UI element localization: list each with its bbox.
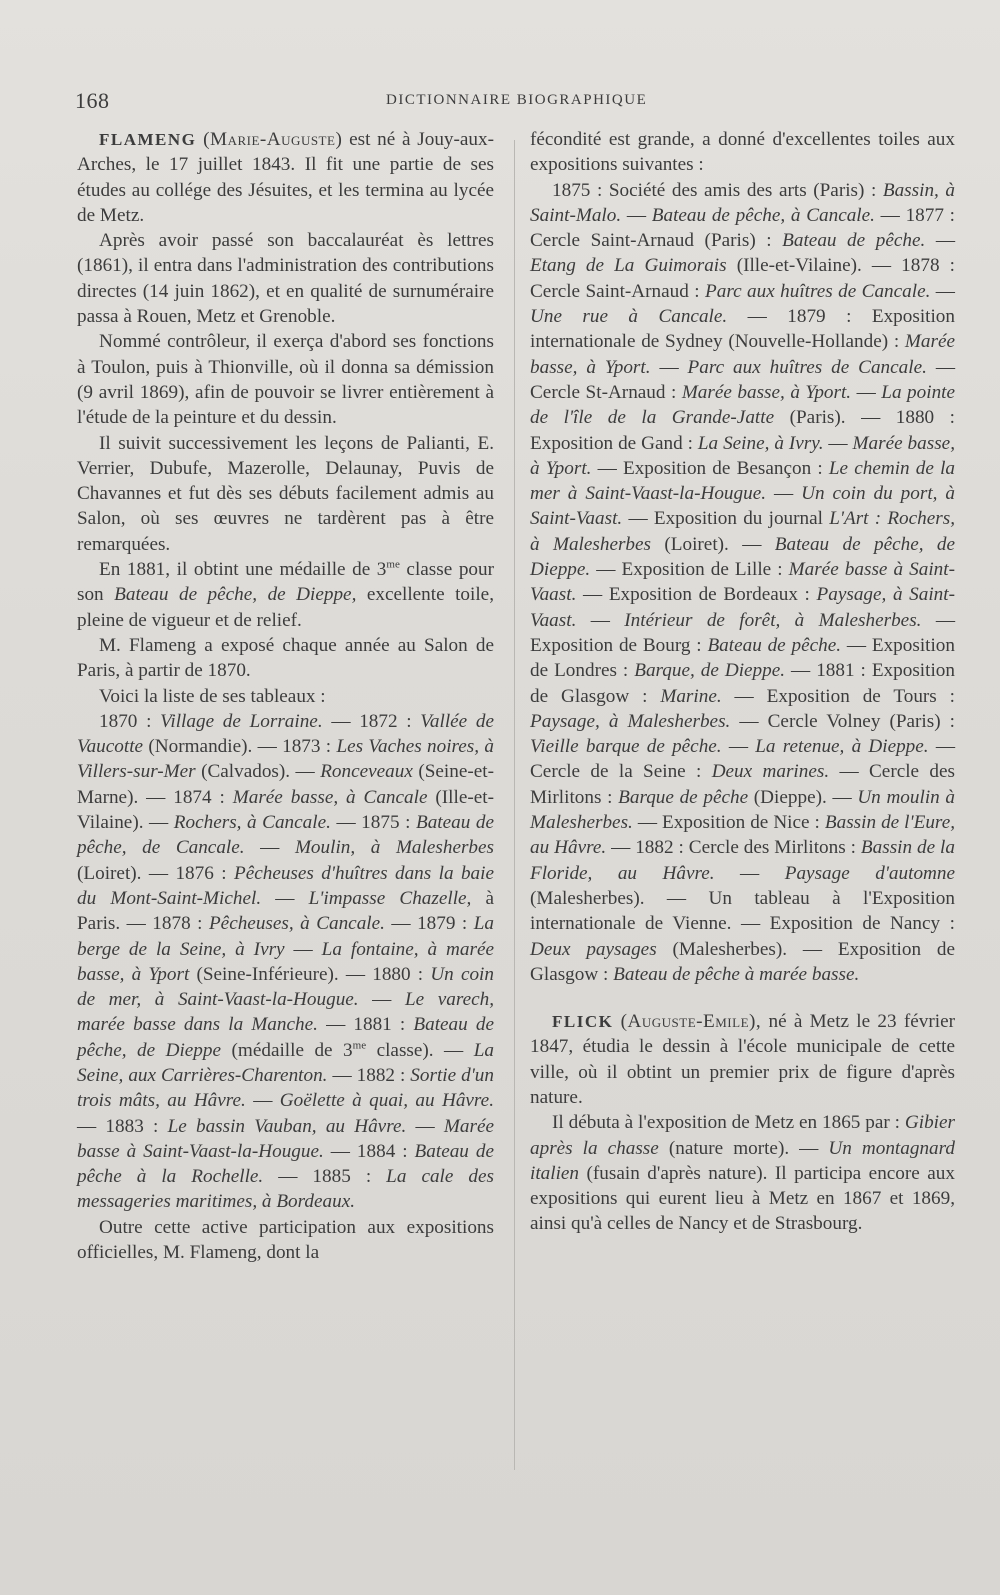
text-run: — 1875 : [330,812,416,834]
text-run: (Malesherbes). — Exposition de Glasgow : [530,938,956,985]
text-run: (Ille-et-Vilaine). — 1878 : Cercle Saint-Arnaud : [530,255,955,302]
work-title: Goëlette à quai, au Hâvre. [279,1090,494,1112]
work-title: Les Vaches noires, à Villers-sur-Mer [77,736,494,783]
work-title: Un coin du port, à Saint-Vaast. [530,483,956,530]
work-title: Marée basse à Saint-Vaast. [530,559,955,606]
text-run: — 1882 : [327,1064,411,1086]
text-run: (nature morte). — [658,1137,829,1159]
text-run: — 1877 : Cercle Saint-Arnaud (Paris) : [530,204,955,252]
text-run: (Dieppe). — [748,786,858,808]
work-title: Gibier après la chasse [530,1112,955,1159]
entry-given-names-flick: (Auguste-Emile), [620,1011,762,1033]
work-title: Marée basse, à Yport. [530,432,955,479]
flameng-paragraph-3: Nommé contrôleur, il exerça d'abord ses fonctions à Toulon, puis à Thionville, où il donna sa démission (9 avril 1869), afin de pouvoir se livrer entièrement à l'étude de la peinture et du dessin. [77,331,494,429]
left-column [77,127,494,1265]
work-title: Paysage d'automne [784,862,956,884]
text-run: (Normandie). — 1873 : [143,736,337,758]
text-run: — [358,989,405,1011]
text-run: — Exposition de Besançon : [591,457,829,479]
text-run: classe). — [366,1039,474,1061]
work-title: La retenue, à Dieppe. [755,736,929,758]
text-run: — Exposition de Tours : [721,685,956,707]
work-title: Une rue à Cancale. [530,306,728,328]
work-title: Le bassin Vauban, au Hâvre. [167,1115,407,1137]
text-run: 1870 : [99,710,161,732]
work-title: Pêcheuses, à Cancale. [208,913,385,935]
flick-paragraph-2 [530,1110,955,1236]
flameng-exhibitions-list [530,178,955,988]
work-title: Intérieur de forêt, à Malesherbes. [624,609,922,631]
p5-work-title: Bateau de pêche, de Dieppe, [114,584,357,606]
text-run: — [284,938,322,960]
flameng-paragraph-5 [77,557,494,633]
text-run: — [245,1090,280,1112]
work-title: Ronceveaux [320,761,413,783]
p5-text-a: En 1881, il obtint une médaille de 3 [99,559,387,581]
text-run: (Seine-et-Marne). — 1874 : [77,761,494,808]
text-run: (Calvados). — [195,761,321,783]
text-run: — [823,432,853,454]
entry-given-names-flameng: (Marie-Auguste) [203,129,343,150]
work-title: Village de Lorraine. [160,710,323,732]
text-run: — Cercle Volney (Paris) : [730,710,955,732]
work-title: Barque de pêche [618,786,749,808]
work-title: Marée basse, à Cancale [232,786,428,808]
text-run: — 1884 : [323,1140,415,1162]
text-run: (fusain d'après nature). Il participa encore aux expositions qui eurent lieu à Metz en 1867 et 1869, ainsi qu'à celles de Nancy et de Strasbourg. [530,1162,955,1235]
work-title: Deux marines. [711,761,830,783]
superscript: me [352,1039,367,1052]
work-title: Marée basse à Saint-Vaast-la-Hougue. [77,1115,494,1162]
text-run: — [650,356,688,378]
text-run: — 1881 : [317,1014,414,1036]
page-number: 168 [75,88,110,113]
text-run: — [851,381,882,403]
right-column [530,127,955,1237]
flameng-paragraph-2: Après avoir passé son baccalauréat ès lettres (1861), il entra dans l'administration des contributions directes (14 juin 1862), et en qualité de surnuméraire passa à Rouen, Metz et Grenoble. [77,230,494,328]
work-title: Barque, de Dieppe. [634,660,786,682]
work-title: Marée basse, à Yport. [530,331,955,378]
text-run: (Loiret). — 1876 : [77,862,234,884]
work-title: Un moulin à Malesherbes. [530,786,956,834]
work-title: Paysage, à Saint-Vaast. [530,584,955,631]
flameng-works-list [77,709,494,1215]
text-run: fécondité est grande, a donné d'excellentes toiles aux expositions suivantes : [530,129,955,176]
text-run: — 1879 : [384,913,474,935]
text-run: — Exposition de Bourg : [530,609,956,656]
text-run: — [244,837,295,859]
text-run: — 1881 : Exposition de Glasgow : [530,660,955,707]
work-title: Un montagnard italien [530,1137,955,1184]
work-title: Pêcheuses d'huîtres dans la baie du Mont-Saint-Michel. [77,862,494,909]
work-title: Bateau de pêche. [782,230,926,252]
work-title: Un coin de mer, à Saint-Vaast-la-Hougue. [77,963,494,1011]
work-title: Paysage, à Malesherbes. [530,710,731,732]
text-run: (Malesherbes). — Un tableau à l'Exposition internationale de Vienne. — Exposition de Nancy : [530,887,955,935]
work-title: La pointe de l'île de la Grande-Jatte [530,381,956,429]
text-run: — [721,736,756,758]
p5-text-c: excellente toile, pleine de vigueur et de relief. [77,584,494,631]
work-title: Deux paysages [530,938,657,960]
work-title: L'impasse Chazelle, [308,887,472,909]
work-title: Bassin de l'Eure, au Hâvre. [530,812,956,859]
work-title: Bateau de pêche. [707,634,842,656]
flameng-paragraph-1: est né à Jouy-aux-Arches, le 17 juillet 1843. Il fit une partie de ses études au collége des Jésuites, et les termina au lycée de Metz. [77,129,494,226]
work-title: Etang de La Guimorais [530,255,727,277]
text-run: — Cercle des Mirlitons : [530,761,955,808]
text-run: — 1882 : Cercle des Mirlitons : [606,837,861,859]
text-run: — [714,862,785,884]
text-run: — Cercle St-Arnaud : [530,356,955,403]
text-run: (Seine-Inférieure). — 1880 : [189,963,431,985]
work-title: Bateau de pêche, de Dieppe. [530,533,955,581]
text-run: — Exposition de Bordeaux : [576,584,817,606]
text-run: — Cercle de la Seine : [530,736,956,783]
work-title: Bassin, à Saint-Malo. [530,179,955,226]
p5-superscript: me [386,558,400,571]
text-run: — Exposition de Lille : [590,559,789,581]
work-title: Rochers, à Cancale. [173,812,331,834]
work-title: Bateau de pêche à la Rochelle. [77,1140,494,1188]
work-title: Bassin de la Floride, au Hâvre. [530,837,955,884]
work-title: Parc aux huîtres de Cancale. [687,356,927,378]
work-title: Bateau de pêche, de Dieppe [77,1014,494,1061]
text-run: — 1872 : [322,710,421,732]
work-title: La Seine, aux Carrières-Charenton. [77,1039,494,1086]
work-title: Sortie d'un trois mâts, au Hâvre. [77,1064,494,1112]
work-title: La berge de la Seine, à Ivry [77,913,494,960]
running-title: DICTIONNAIRE BIOGRAPHIQUE [386,92,648,108]
entry-name-flameng: FLAMENG [99,130,197,149]
work-title: L'Art : Rochers, à Malesherbes [530,508,955,555]
entry-flameng-intro [77,127,494,228]
entry-flick-intro [530,1009,955,1110]
p5-text-b: classe pour son [77,559,494,606]
flameng-paragraph-4: Il suivit successivement les leçons de Palianti, E. Verrier, Dubufe, Mazerolle, Delaunay, Puvis de Chavannes et fut dès ses débuts facilement admis au Salon, où ses œuvres ne tardèrent pas à être remarquées. [77,432,494,555]
flameng-paragraph-7: Voici la liste de ses tableaux : [99,685,326,707]
work-title: Parc aux huîtres de Cancale. [705,280,931,302]
work-title: La cale des messageries maritimes, à Bordeaux. [77,1166,494,1213]
flick-paragraph-1: né à Metz le 23 février 1847, étudia le dessin à l'école municipale de cette ville, où il obtint un premier prix de figure d'après nature. [530,1011,955,1108]
text-run: à Paris. — 1878 : [77,887,495,935]
work-title: Vallée de Vaucotte [77,710,494,758]
text-run: (Paris). — 1880 : Exposition de Gand : [530,407,955,454]
work-title: Bateau de pêche à marée basse. [613,963,860,985]
work-title: Marée basse, à Yport. [681,381,852,403]
text-run: (médaille de 3 [221,1039,353,1061]
work-title: Bateau de pêche, de Cancale. [77,812,494,859]
text-run: — [925,230,956,252]
text-run: — 1879 : Exposition internationale de Sydney (Nouvelle-Hollande) : [530,306,955,353]
entry-name-flick: FLICK [552,1012,614,1032]
text-run: 1875 : Société des amis des arts (Paris) : [552,179,883,201]
flameng-paragraph-9: Outre cette active participation aux expositions officielles, M. Flameng, dont la [77,1216,494,1264]
work-title: La fontaine, à marée basse, à Yport [77,938,495,985]
text-run: Il débuta à l'exposition de Metz en 1865 par : [552,1112,905,1134]
text-run: — [261,887,309,909]
text-run: — [406,1115,444,1137]
work-title: Le chemin de la mer à Saint-Vaast-la-Hougue. [530,457,955,505]
work-title: Bateau de pêche, à Cancale. [651,204,875,226]
text-run: — [576,609,625,631]
text-run: — Exposition du journal [622,508,830,530]
text-run: (Ille-et-Vilaine). — [77,786,494,834]
text-run: — [621,204,652,226]
text-run: — 1883 : [77,1115,168,1137]
work-title: Vieille barque de pêche. [530,736,722,758]
work-title: Moulin, à Malesherbes [294,837,494,859]
text-run: — Exposition de Nice : [632,812,825,834]
text-run: — 1885 : [263,1166,387,1188]
flameng-paragraph-6: M. Flameng a exposé chaque année au Salon de Paris, à partir de 1870. [77,634,494,682]
flameng-continuation [530,127,955,178]
work-title: La Seine, à Ivry. [697,432,824,454]
work-title: Marine. [660,685,722,707]
text-run: — [930,280,955,302]
text-run: — Exposition de Londres : [530,634,955,682]
column-divider [514,140,515,1470]
text-run: — [766,483,802,505]
text-run: (Loiret). — [651,533,775,555]
work-title: Le varech, marée basse dans la Manche. [77,989,495,1036]
